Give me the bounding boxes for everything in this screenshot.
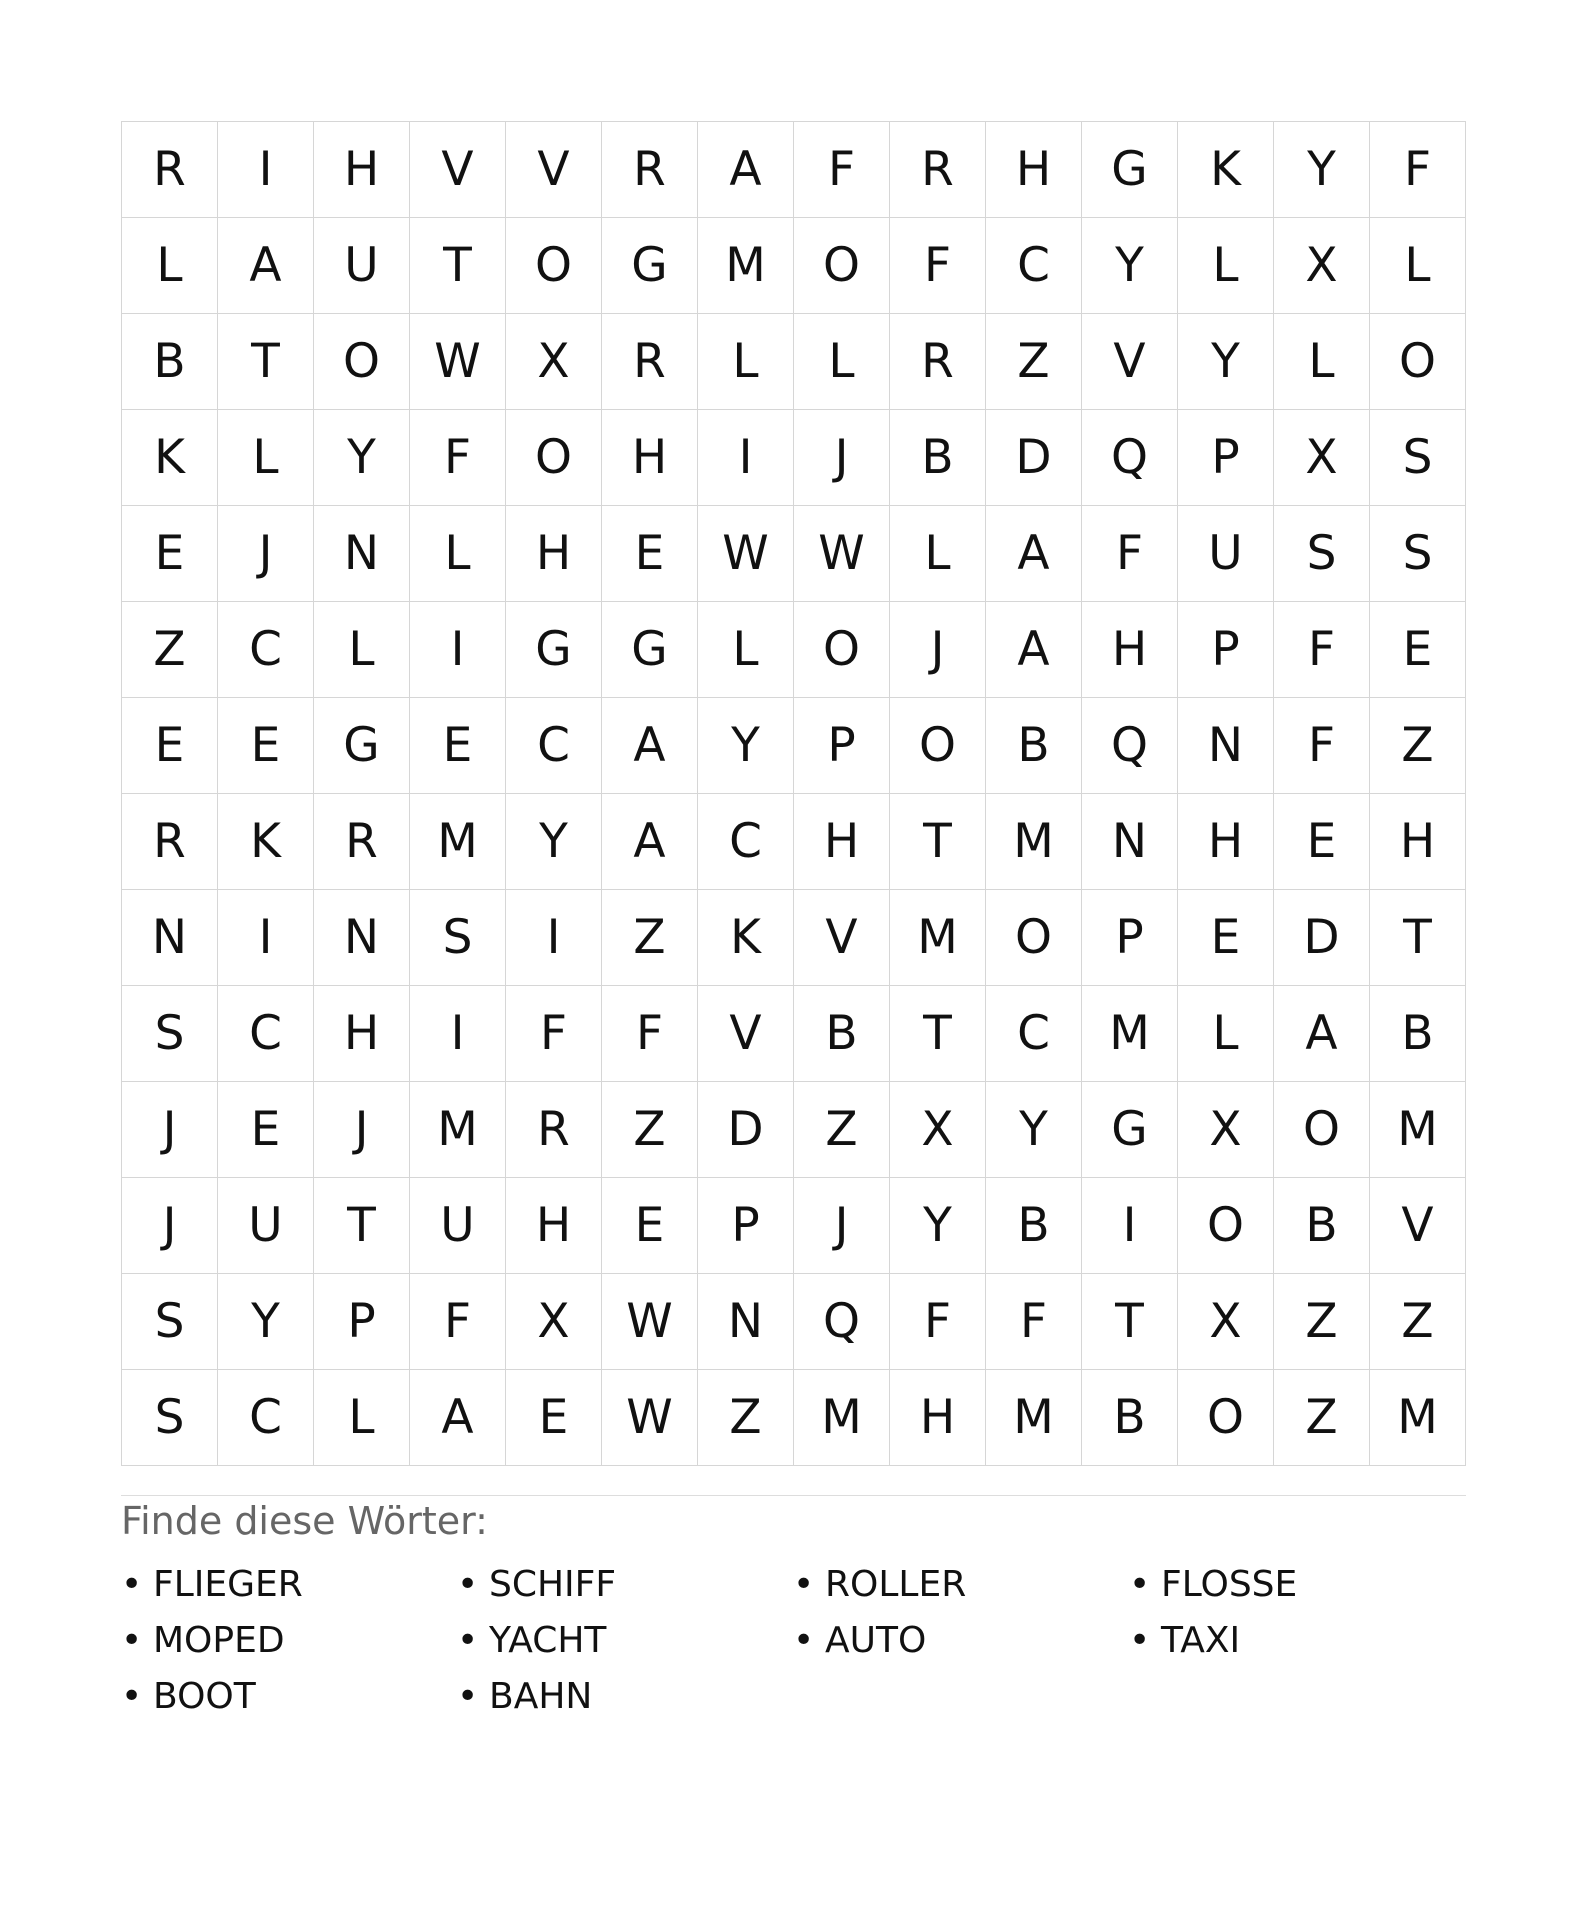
grid-cell[interactable]: P bbox=[314, 1274, 410, 1370]
grid-cell[interactable]: O bbox=[794, 218, 890, 314]
grid-cell[interactable]: F bbox=[410, 410, 506, 506]
word-label: YACHT bbox=[489, 1619, 607, 1661]
grid-cell[interactable]: F bbox=[410, 1274, 506, 1370]
grid-cell[interactable]: X bbox=[1274, 410, 1370, 506]
grid-cell[interactable]: Z bbox=[122, 602, 218, 698]
grid-cell[interactable]: H bbox=[794, 794, 890, 890]
grid-cell[interactable]: G bbox=[506, 602, 602, 698]
grid-cell[interactable]: Y bbox=[1178, 314, 1274, 410]
grid-cell[interactable]: I bbox=[410, 602, 506, 698]
grid-cell[interactable]: G bbox=[1082, 1082, 1178, 1178]
grid-cell[interactable]: R bbox=[122, 794, 218, 890]
grid-cell[interactable]: H bbox=[1370, 794, 1466, 890]
grid-cell[interactable]: O bbox=[890, 698, 986, 794]
grid-cell[interactable]: T bbox=[1370, 890, 1466, 986]
grid-cell[interactable]: Y bbox=[1274, 122, 1370, 218]
grid-cell[interactable]: F bbox=[1274, 602, 1370, 698]
grid-cell[interactable]: D bbox=[1274, 890, 1370, 986]
word-list-item bbox=[121, 1668, 457, 1724]
grid-cell[interactable]: Z bbox=[1370, 698, 1466, 794]
grid-cell[interactable]: J bbox=[890, 602, 986, 698]
grid-cell[interactable]: M bbox=[986, 1370, 1082, 1466]
grid-cell[interactable]: O bbox=[794, 602, 890, 698]
grid-cell[interactable]: O bbox=[506, 218, 602, 314]
grid-cell[interactable]: M bbox=[986, 794, 1082, 890]
grid-cell[interactable]: L bbox=[1370, 218, 1466, 314]
grid-cell[interactable]: P bbox=[1178, 602, 1274, 698]
grid-cell[interactable]: J bbox=[218, 506, 314, 602]
grid-cell[interactable]: E bbox=[1370, 602, 1466, 698]
grid-cell[interactable]: U bbox=[314, 218, 410, 314]
grid-cell[interactable]: U bbox=[218, 1178, 314, 1274]
grid-cell[interactable]: P bbox=[1178, 410, 1274, 506]
grid-cell[interactable]: A bbox=[218, 218, 314, 314]
grid-cell[interactable]: R bbox=[602, 314, 698, 410]
grid-cell[interactable]: Z bbox=[602, 1082, 698, 1178]
grid-cell[interactable]: B bbox=[794, 986, 890, 1082]
grid-cell[interactable]: P bbox=[1082, 890, 1178, 986]
grid-cell[interactable]: S bbox=[410, 890, 506, 986]
grid-cell[interactable]: C bbox=[698, 794, 794, 890]
grid-cell[interactable]: S bbox=[1370, 506, 1466, 602]
grid-cell[interactable]: B bbox=[122, 314, 218, 410]
grid-cell[interactable]: Y bbox=[890, 1178, 986, 1274]
grid-cell[interactable]: L bbox=[1178, 986, 1274, 1082]
grid-cell[interactable]: P bbox=[794, 698, 890, 794]
grid-cell[interactable]: I bbox=[506, 890, 602, 986]
bullet-icon: • bbox=[457, 1675, 479, 1717]
grid-cell[interactable]: L bbox=[314, 1370, 410, 1466]
grid-cell[interactable]: N bbox=[314, 506, 410, 602]
grid-cell[interactable]: R bbox=[122, 122, 218, 218]
grid-cell[interactable]: G bbox=[602, 602, 698, 698]
grid-cell[interactable]: A bbox=[1274, 986, 1370, 1082]
grid-cell[interactable]: I bbox=[218, 122, 314, 218]
grid-cell[interactable]: C bbox=[218, 1370, 314, 1466]
grid-cell[interactable]: R bbox=[506, 1082, 602, 1178]
grid-cell[interactable]: L bbox=[698, 602, 794, 698]
grid-cell[interactable]: T bbox=[410, 218, 506, 314]
grid-cell[interactable]: K bbox=[122, 410, 218, 506]
grid-cell[interactable]: H bbox=[1178, 794, 1274, 890]
grid-cell[interactable]: Z bbox=[1274, 1274, 1370, 1370]
grid-cell[interactable]: A bbox=[602, 698, 698, 794]
grid-cell[interactable]: T bbox=[890, 794, 986, 890]
grid-cell[interactable]: W bbox=[698, 506, 794, 602]
grid-cell[interactable]: B bbox=[890, 410, 986, 506]
grid-cell[interactable]: U bbox=[1178, 506, 1274, 602]
grid-cell[interactable]: M bbox=[1082, 986, 1178, 1082]
grid-cell[interactable]: E bbox=[506, 1370, 602, 1466]
grid-cell[interactable]: E bbox=[602, 1178, 698, 1274]
grid-cell[interactable]: F bbox=[1274, 698, 1370, 794]
grid-cell[interactable]: M bbox=[410, 794, 506, 890]
grid-cell[interactable]: E bbox=[122, 698, 218, 794]
grid-cell[interactable]: E bbox=[410, 698, 506, 794]
grid-cell[interactable]: C bbox=[986, 986, 1082, 1082]
grid-cell[interactable]: Z bbox=[698, 1370, 794, 1466]
grid-cell[interactable]: N bbox=[314, 890, 410, 986]
grid-cell[interactable]: V bbox=[506, 122, 602, 218]
grid-cell[interactable]: B bbox=[986, 1178, 1082, 1274]
grid-cell[interactable]: H bbox=[602, 410, 698, 506]
grid-cell[interactable]: M bbox=[794, 1370, 890, 1466]
grid-cell[interactable]: E bbox=[602, 506, 698, 602]
grid-cell[interactable]: L bbox=[1274, 314, 1370, 410]
grid-cell[interactable]: X bbox=[1178, 1274, 1274, 1370]
grid-cell[interactable]: W bbox=[602, 1274, 698, 1370]
word-list-item bbox=[457, 1556, 793, 1612]
grid-cell[interactable]: O bbox=[314, 314, 410, 410]
grid-cell[interactable]: M bbox=[890, 890, 986, 986]
grid-cell[interactable]: V bbox=[410, 122, 506, 218]
word-list-item bbox=[793, 1556, 1129, 1612]
grid-cell[interactable]: K bbox=[1178, 122, 1274, 218]
grid-cell[interactable]: U bbox=[410, 1178, 506, 1274]
grid-cell[interactable]: Y bbox=[506, 794, 602, 890]
grid-cell[interactable]: K bbox=[698, 890, 794, 986]
grid-cell[interactable]: T bbox=[314, 1178, 410, 1274]
grid-cell[interactable]: G bbox=[1082, 122, 1178, 218]
word-label: MOPED bbox=[153, 1619, 285, 1661]
grid-cell[interactable]: F bbox=[794, 122, 890, 218]
word-list-item bbox=[121, 1556, 457, 1612]
grid-cell[interactable]: N bbox=[1178, 698, 1274, 794]
word-list-item bbox=[121, 1612, 457, 1668]
grid-cell[interactable]: N bbox=[698, 1274, 794, 1370]
grid-cell[interactable]: O bbox=[986, 890, 1082, 986]
grid-cell[interactable]: A bbox=[602, 794, 698, 890]
bullet-icon: • bbox=[121, 1675, 143, 1717]
grid-cell[interactable]: W bbox=[602, 1370, 698, 1466]
grid-cell[interactable]: A bbox=[698, 122, 794, 218]
grid-cell[interactable]: X bbox=[506, 314, 602, 410]
grid-cell[interactable]: L bbox=[794, 314, 890, 410]
grid-cell[interactable]: Z bbox=[794, 1082, 890, 1178]
word-label: FLIEGER bbox=[153, 1563, 303, 1605]
grid-cell[interactable]: Y bbox=[1082, 218, 1178, 314]
word-label: FLOSSE bbox=[1161, 1563, 1298, 1605]
word-label: AUTO bbox=[825, 1619, 927, 1661]
grid-cell[interactable]: A bbox=[986, 602, 1082, 698]
grid-cell[interactable]: V bbox=[1370, 1178, 1466, 1274]
grid-cell[interactable]: Z bbox=[1274, 1370, 1370, 1466]
grid-cell[interactable]: O bbox=[1178, 1370, 1274, 1466]
grid-cell[interactable]: F bbox=[602, 986, 698, 1082]
grid-cell[interactable]: W bbox=[410, 314, 506, 410]
grid-cell[interactable]: M bbox=[410, 1082, 506, 1178]
grid-cell[interactable]: R bbox=[602, 122, 698, 218]
grid-cell[interactable]: R bbox=[314, 794, 410, 890]
grid-cell[interactable]: H bbox=[1082, 602, 1178, 698]
grid-cell[interactable]: W bbox=[794, 506, 890, 602]
grid-cell[interactable]: E bbox=[218, 1082, 314, 1178]
grid-cell[interactable]: M bbox=[1370, 1370, 1466, 1466]
word-list-item bbox=[793, 1612, 1129, 1668]
grid-cell[interactable]: X bbox=[1274, 218, 1370, 314]
grid-cell[interactable]: S bbox=[122, 986, 218, 1082]
grid-cell[interactable]: D bbox=[698, 1082, 794, 1178]
grid-cell[interactable]: C bbox=[506, 698, 602, 794]
grid-cell[interactable]: F bbox=[986, 1274, 1082, 1370]
grid-cell[interactable]: Q bbox=[1082, 410, 1178, 506]
grid-cell[interactable]: V bbox=[794, 890, 890, 986]
word-label: SCHIFF bbox=[489, 1563, 617, 1605]
grid-cell[interactable]: B bbox=[1274, 1178, 1370, 1274]
grid-cell[interactable]: P bbox=[698, 1178, 794, 1274]
word-list-item bbox=[1129, 1612, 1465, 1668]
word-list-item bbox=[1129, 1556, 1465, 1612]
grid-cell[interactable]: J bbox=[122, 1082, 218, 1178]
grid-cell[interactable]: M bbox=[1370, 1082, 1466, 1178]
bullet-icon: • bbox=[457, 1563, 479, 1605]
word-label: BOOT bbox=[153, 1675, 256, 1717]
bullet-icon: • bbox=[793, 1619, 815, 1661]
grid-cell[interactable]: O bbox=[506, 410, 602, 506]
word-list-item bbox=[457, 1668, 793, 1724]
grid-cell[interactable]: G bbox=[602, 218, 698, 314]
grid-cell[interactable]: C bbox=[218, 602, 314, 698]
grid-cell[interactable]: S bbox=[122, 1370, 218, 1466]
grid-cell[interactable]: J bbox=[794, 410, 890, 506]
grid-cell[interactable]: S bbox=[1370, 410, 1466, 506]
grid-cell[interactable]: E bbox=[1178, 890, 1274, 986]
grid-cell[interactable]: A bbox=[986, 506, 1082, 602]
grid-cell[interactable]: J bbox=[794, 1178, 890, 1274]
grid-cell[interactable]: Z bbox=[1370, 1274, 1466, 1370]
grid-cell[interactable]: I bbox=[410, 986, 506, 1082]
grid-cell[interactable]: A bbox=[410, 1370, 506, 1466]
grid-cell[interactable]: K bbox=[218, 794, 314, 890]
word-label: BAHN bbox=[489, 1675, 593, 1717]
grid-cell[interactable]: B bbox=[1370, 986, 1466, 1082]
bullet-icon: • bbox=[1129, 1619, 1151, 1661]
grid-cell[interactable]: B bbox=[986, 698, 1082, 794]
grid-cell[interactable]: Y bbox=[218, 1274, 314, 1370]
word-label: TAXI bbox=[1161, 1619, 1241, 1661]
bullet-icon: • bbox=[1129, 1563, 1151, 1605]
grid-cell[interactable]: F bbox=[890, 1274, 986, 1370]
grid-cell[interactable]: G bbox=[314, 698, 410, 794]
grid-cell[interactable]: O bbox=[1370, 314, 1466, 410]
grid-cell[interactable]: T bbox=[218, 314, 314, 410]
grid-cell[interactable]: Z bbox=[602, 890, 698, 986]
grid-cell[interactable]: L bbox=[314, 602, 410, 698]
grid-cell[interactable]: E bbox=[1274, 794, 1370, 890]
word-list bbox=[121, 1556, 1466, 1724]
word-search-grid bbox=[121, 121, 1466, 1466]
grid-cell[interactable]: V bbox=[698, 986, 794, 1082]
grid-cell[interactable]: I bbox=[1082, 1178, 1178, 1274]
grid-cell[interactable]: H bbox=[314, 986, 410, 1082]
grid-cell[interactable]: C bbox=[986, 218, 1082, 314]
grid-cell[interactable]: H bbox=[890, 1370, 986, 1466]
grid-cell[interactable]: L bbox=[698, 314, 794, 410]
grid-cell[interactable]: F bbox=[1082, 506, 1178, 602]
grid-cell[interactable]: S bbox=[1274, 506, 1370, 602]
grid-cell[interactable]: Y bbox=[314, 410, 410, 506]
grid-cell[interactable]: Q bbox=[1082, 698, 1178, 794]
bullet-icon: • bbox=[457, 1619, 479, 1661]
grid-cell[interactable]: L bbox=[122, 218, 218, 314]
bullet-icon: • bbox=[121, 1563, 143, 1605]
grid-cell[interactable]: Z bbox=[986, 314, 1082, 410]
grid-cell[interactable]: H bbox=[314, 122, 410, 218]
grid-cell[interactable]: L bbox=[410, 506, 506, 602]
grid-cell[interactable]: F bbox=[506, 986, 602, 1082]
grid-cell[interactable]: S bbox=[122, 1274, 218, 1370]
grid-cell[interactable]: R bbox=[890, 122, 986, 218]
grid-cell[interactable]: I bbox=[218, 890, 314, 986]
word-label: ROLLER bbox=[825, 1563, 967, 1605]
grid-cell[interactable]: J bbox=[122, 1178, 218, 1274]
word-list-prompt: Finde diese Wörter: bbox=[121, 1499, 488, 1543]
grid-cell[interactable]: Y bbox=[986, 1082, 1082, 1178]
grid-cell[interactable]: I bbox=[698, 410, 794, 506]
grid-cell[interactable]: C bbox=[218, 986, 314, 1082]
grid-cell[interactable]: X bbox=[890, 1082, 986, 1178]
grid-cell[interactable]: F bbox=[890, 218, 986, 314]
grid-cell[interactable]: H bbox=[506, 506, 602, 602]
grid-cell[interactable]: R bbox=[890, 314, 986, 410]
grid-cell[interactable]: M bbox=[698, 218, 794, 314]
grid-cell[interactable]: L bbox=[1178, 218, 1274, 314]
grid-cell[interactable]: O bbox=[1178, 1178, 1274, 1274]
grid-cell[interactable]: H bbox=[506, 1178, 602, 1274]
grid-cell[interactable]: L bbox=[218, 410, 314, 506]
grid-cell[interactable]: Y bbox=[698, 698, 794, 794]
grid-cell[interactable]: T bbox=[1082, 1274, 1178, 1370]
grid-cell[interactable]: V bbox=[1082, 314, 1178, 410]
grid-cell[interactable]: O bbox=[1274, 1082, 1370, 1178]
grid-cell[interactable]: B bbox=[1082, 1370, 1178, 1466]
bullet-icon: • bbox=[121, 1619, 143, 1661]
grid-cell[interactable]: H bbox=[986, 122, 1082, 218]
grid-cell[interactable]: X bbox=[1178, 1082, 1274, 1178]
grid-cell[interactable]: N bbox=[1082, 794, 1178, 890]
grid-cell[interactable]: D bbox=[986, 410, 1082, 506]
grid-cell[interactable]: Q bbox=[794, 1274, 890, 1370]
word-list-item bbox=[457, 1612, 793, 1668]
grid-cell[interactable]: X bbox=[506, 1274, 602, 1370]
grid-cell[interactable]: J bbox=[314, 1082, 410, 1178]
grid-cell[interactable]: F bbox=[1370, 122, 1466, 218]
grid-cell[interactable]: E bbox=[218, 698, 314, 794]
bullet-icon: • bbox=[793, 1563, 815, 1605]
grid-cell[interactable]: E bbox=[122, 506, 218, 602]
grid-cell[interactable]: T bbox=[890, 986, 986, 1082]
grid-cell[interactable]: L bbox=[890, 506, 986, 602]
grid-cell[interactable]: N bbox=[122, 890, 218, 986]
